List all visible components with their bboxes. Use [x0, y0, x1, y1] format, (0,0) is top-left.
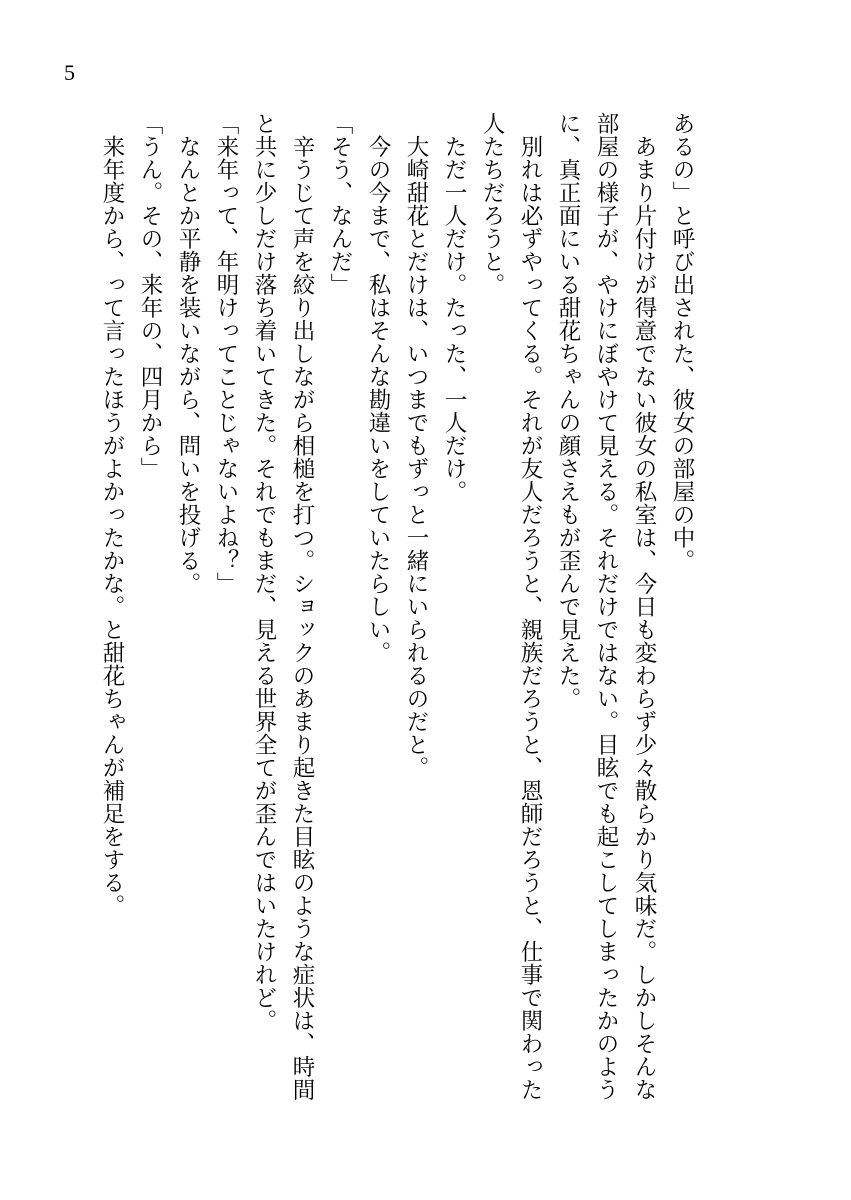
text-line: 「来年って、年明けってことじゃないよね？」: [213, 112, 239, 595]
text-line: ただ一人だけ。たった、一人だけ。: [441, 112, 467, 503]
text-line: あるの」と呼び出された、彼女の部屋の中。: [669, 112, 695, 572]
text-line: 人たちだろうと。: [479, 112, 505, 296]
text-line: 「うん。その、来年の、四月から」: [137, 112, 163, 480]
text-line: 部屋の様子が、やけにぼやけて見える。それだけではない。目眩でも起こしてしまったかのよう: [593, 112, 619, 1101]
text-line: なんとか平静を装いながら、問いを投げる。: [175, 112, 201, 595]
text-line: 大崎甜花とだけは、いつまでもずっと一緒にいられるのだと。: [403, 112, 429, 779]
text-line: と共に少しだけ落ち着いてきた。それでもまだ、見える世界全てが歪んではいたけれど。: [251, 112, 277, 1032]
text-line: 別れは必ずやってくる。それが友人だろうと、親族だろうと、恩師だろうと、仕事で関わった: [517, 112, 543, 1101]
text-line: に、真正面にいる甜花ちゃんの顔さえもが歪んで見えた。: [555, 112, 581, 710]
text-line: 辛うじて声を絞り出しながら相槌を打つ。ショックのあまり起きた目眩のような症状は、時間: [289, 112, 315, 1101]
text-line: 「そう、なんだ」: [327, 112, 353, 296]
page-number: 5: [64, 60, 75, 85]
text-line: 今の今まで、私はそんな勘違いをしていたらしい。: [365, 112, 391, 664]
vertical-text-body: [93, 112, 701, 1142]
text-line: あまり片付けが得意でない彼女の私室は、今日も変わらず少々散らかり気味だ。しかしそんな: [631, 112, 657, 1101]
text-line: 来年度から、って言ったほうがよかったかな。と甜花ちゃんが補足をする。: [99, 112, 125, 917]
